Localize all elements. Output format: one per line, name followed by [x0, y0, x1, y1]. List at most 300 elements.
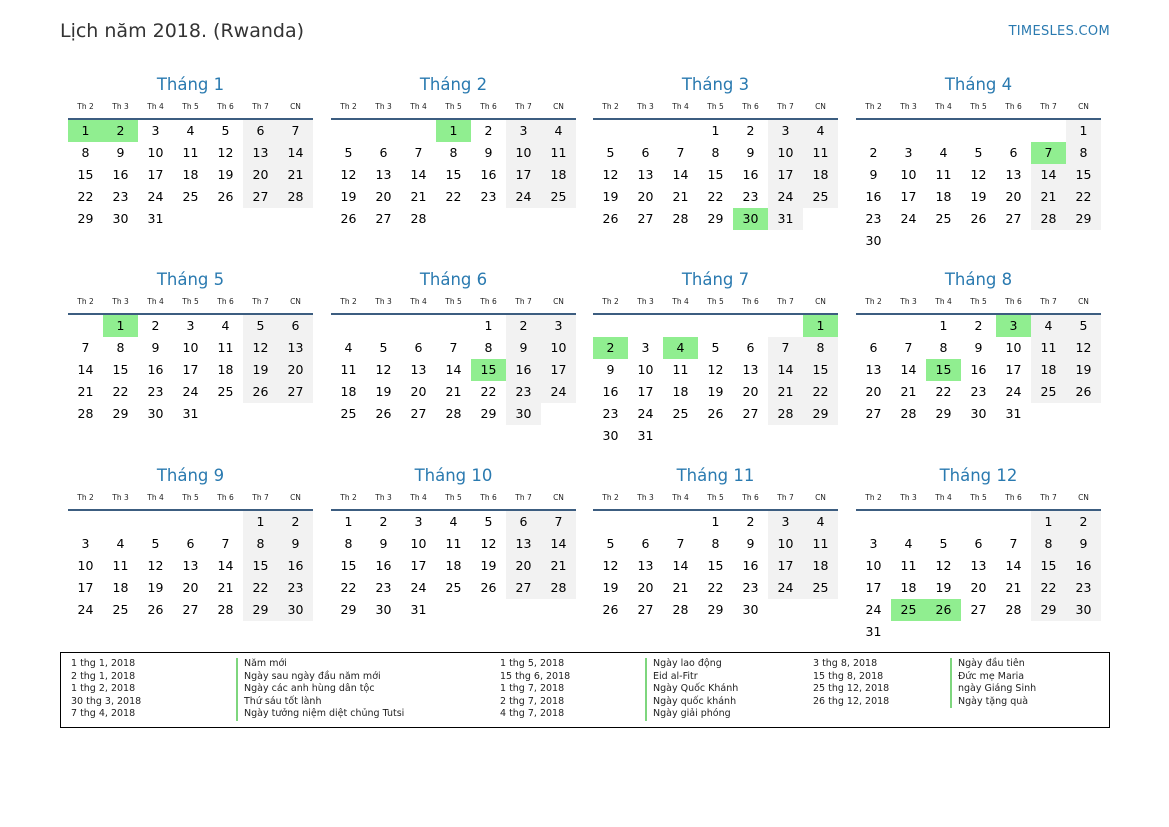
day-cell[interactable]: 8	[449, 145, 458, 160]
day-cell[interactable]: 7	[81, 340, 90, 355]
day-cell[interactable]: 29	[935, 406, 952, 421]
day-cell[interactable]: 21	[278, 164, 313, 186]
day-cell[interactable]: 5	[939, 536, 948, 551]
day-cell[interactable]: 15	[112, 362, 129, 377]
day-cell[interactable]: 21	[1005, 580, 1022, 595]
day-cell[interactable]: 17	[506, 164, 541, 186]
day-cell[interactable]: 28	[672, 602, 689, 617]
day-cell[interactable]: 24	[637, 406, 654, 421]
day-cell[interactable]: 23	[112, 189, 129, 204]
day-cell[interactable]: 18	[1031, 359, 1066, 381]
day-cell[interactable]: 5	[243, 315, 278, 337]
day-cell[interactable]: 1	[711, 514, 720, 529]
day-cell[interactable]: 22	[112, 384, 129, 399]
day-cell[interactable]: 23	[742, 580, 759, 595]
day-cell[interactable]: 2	[379, 514, 388, 529]
day-cell[interactable]: 9	[606, 362, 615, 377]
day-cell[interactable]: 28	[217, 602, 234, 617]
day-cell[interactable]: 8	[803, 337, 838, 359]
day-cell[interactable]: 25	[340, 406, 357, 421]
day-cell[interactable]: 9	[746, 145, 755, 160]
day-cell[interactable]: 20	[865, 384, 882, 399]
day-cell[interactable]: 18	[182, 167, 199, 182]
day-cell[interactable]: 30	[278, 599, 313, 621]
day-cell[interactable]: 14	[1005, 558, 1022, 573]
day-cell[interactable]: 3	[869, 536, 878, 551]
day-cell[interactable]: 3	[81, 536, 90, 551]
day-cell[interactable]: 8	[1031, 533, 1066, 555]
day-cell[interactable]: 28	[1031, 208, 1066, 230]
day-cell[interactable]: 27	[742, 406, 759, 421]
day-cell[interactable]: 13	[243, 142, 278, 164]
day-cell[interactable]: 4	[449, 514, 458, 529]
day-cell[interactable]: 12	[243, 337, 278, 359]
day-cell[interactable]: 8	[81, 145, 90, 160]
day-cell[interactable]: 29	[1031, 599, 1066, 621]
day-cell[interactable]: 27	[637, 211, 654, 226]
holiday-day-cell[interactable]: 3	[996, 315, 1031, 337]
day-cell[interactable]: 16	[375, 558, 392, 573]
day-cell[interactable]: 22	[1031, 577, 1066, 599]
day-cell[interactable]: 11	[182, 145, 199, 160]
day-cell[interactable]: 24	[77, 602, 94, 617]
day-cell[interactable]: 10	[865, 558, 882, 573]
day-cell[interactable]: 21	[768, 381, 803, 403]
day-cell[interactable]: 27	[506, 577, 541, 599]
holiday-day-cell[interactable]: 15	[926, 359, 961, 381]
day-cell[interactable]: 28	[278, 186, 313, 208]
holiday-day-cell[interactable]: 25	[891, 599, 926, 621]
day-cell[interactable]: 27	[243, 186, 278, 208]
day-cell[interactable]: 27	[970, 602, 987, 617]
day-cell[interactable]: 13	[506, 533, 541, 555]
day-cell[interactable]: 22	[707, 189, 724, 204]
day-cell[interactable]: 14	[278, 142, 313, 164]
holiday-day-cell[interactable]: 4	[663, 337, 698, 359]
day-cell[interactable]: 23	[602, 406, 619, 421]
day-cell[interactable]: 31	[637, 428, 654, 443]
day-cell[interactable]: 2	[506, 315, 541, 337]
day-cell[interactable]: 16	[506, 359, 541, 381]
day-cell[interactable]: 22	[243, 577, 278, 599]
day-cell[interactable]: 11	[900, 558, 917, 573]
day-cell[interactable]: 18	[217, 362, 234, 377]
day-cell[interactable]: 4	[116, 536, 125, 551]
day-cell[interactable]: 12	[340, 167, 357, 182]
day-cell[interactable]: 29	[480, 406, 497, 421]
day-cell[interactable]: 4	[541, 120, 576, 142]
day-cell[interactable]: 30	[375, 602, 392, 617]
day-cell[interactable]: 2	[869, 145, 878, 160]
day-cell[interactable]: 8	[484, 340, 493, 355]
day-cell[interactable]: 17	[1005, 362, 1022, 377]
day-cell[interactable]: 8	[711, 145, 720, 160]
day-cell[interactable]: 25	[541, 186, 576, 208]
holiday-day-cell[interactable]: 7	[1031, 142, 1066, 164]
day-cell[interactable]: 14	[217, 558, 234, 573]
day-cell[interactable]: 20	[410, 384, 427, 399]
day-cell[interactable]: 16	[112, 167, 129, 182]
day-cell[interactable]: 7	[414, 145, 423, 160]
day-cell[interactable]: 26	[602, 211, 619, 226]
day-cell[interactable]: 16	[602, 384, 619, 399]
day-cell[interactable]: 7	[1009, 536, 1018, 551]
day-cell[interactable]: 16	[278, 555, 313, 577]
day-cell[interactable]: 9	[974, 340, 983, 355]
day-cell[interactable]: 24	[147, 189, 164, 204]
day-cell[interactable]: 22	[803, 381, 838, 403]
day-cell[interactable]: 21	[541, 555, 576, 577]
day-cell[interactable]: 25	[935, 211, 952, 226]
day-cell[interactable]: 12	[375, 362, 392, 377]
day-cell[interactable]: 26	[602, 602, 619, 617]
day-cell[interactable]: 10	[506, 142, 541, 164]
day-cell[interactable]: 9	[869, 167, 878, 182]
day-cell[interactable]: 20	[637, 580, 654, 595]
day-cell[interactable]: 25	[803, 577, 838, 599]
day-cell[interactable]: 15	[707, 167, 724, 182]
day-cell[interactable]: 21	[672, 580, 689, 595]
day-cell[interactable]: 30	[147, 406, 164, 421]
day-cell[interactable]: 5	[1066, 315, 1101, 337]
day-cell[interactable]: 28	[410, 211, 427, 226]
day-cell[interactable]: 19	[147, 580, 164, 595]
day-cell[interactable]: 31	[182, 406, 199, 421]
day-cell[interactable]: 21	[1031, 186, 1066, 208]
day-cell[interactable]: 29	[1066, 208, 1101, 230]
day-cell[interactable]: 25	[803, 186, 838, 208]
day-cell[interactable]: 13	[278, 337, 313, 359]
day-cell[interactable]: 3	[151, 123, 160, 138]
day-cell[interactable]: 18	[803, 164, 838, 186]
day-cell[interactable]: 12	[217, 145, 234, 160]
day-cell[interactable]: 13	[970, 558, 987, 573]
day-cell[interactable]: 3	[186, 318, 195, 333]
day-cell[interactable]: 4	[939, 145, 948, 160]
day-cell[interactable]: 23	[278, 577, 313, 599]
day-cell[interactable]: 11	[340, 362, 357, 377]
day-cell[interactable]: 8	[344, 536, 353, 551]
day-cell[interactable]: 11	[803, 142, 838, 164]
day-cell[interactable]: 30	[112, 211, 129, 226]
day-cell[interactable]: 23	[375, 580, 392, 595]
day-cell[interactable]: 10	[768, 533, 803, 555]
day-cell[interactable]: 1	[1066, 120, 1101, 142]
day-cell[interactable]: 20	[742, 384, 759, 399]
day-cell[interactable]: 14	[77, 362, 94, 377]
day-cell[interactable]: 31	[147, 211, 164, 226]
day-cell[interactable]: 10	[147, 145, 164, 160]
day-cell[interactable]: 27	[410, 406, 427, 421]
day-cell[interactable]: 13	[637, 167, 654, 182]
site-link[interactable]: TIMESLES.COM	[1008, 24, 1110, 39]
holiday-day-cell[interactable]: 30	[733, 208, 768, 230]
day-cell[interactable]: 20	[278, 359, 313, 381]
day-cell[interactable]: 3	[506, 120, 541, 142]
day-cell[interactable]: 6	[641, 536, 650, 551]
day-cell[interactable]: 29	[112, 406, 129, 421]
day-cell[interactable]: 22	[340, 580, 357, 595]
day-cell[interactable]: 31	[768, 208, 803, 230]
holiday-day-cell[interactable]: 15	[471, 359, 506, 381]
day-cell[interactable]: 18	[340, 384, 357, 399]
day-cell[interactable]: 23	[865, 211, 882, 226]
day-cell[interactable]: 29	[77, 211, 94, 226]
day-cell[interactable]: 22	[707, 580, 724, 595]
day-cell[interactable]: 19	[217, 167, 234, 182]
day-cell[interactable]: 4	[803, 511, 838, 533]
day-cell[interactable]: 18	[935, 189, 952, 204]
day-cell[interactable]: 19	[480, 558, 497, 573]
day-cell[interactable]: 20	[970, 580, 987, 595]
day-cell[interactable]: 24	[410, 580, 427, 595]
day-cell[interactable]: 23	[1066, 577, 1101, 599]
day-cell[interactable]: 13	[637, 558, 654, 573]
day-cell[interactable]: 10	[182, 340, 199, 355]
day-cell[interactable]: 9	[278, 533, 313, 555]
day-cell[interactable]: 17	[637, 384, 654, 399]
day-cell[interactable]: 12	[602, 167, 619, 182]
day-cell[interactable]: 26	[1066, 381, 1101, 403]
day-cell[interactable]: 6	[641, 145, 650, 160]
day-cell[interactable]: 10	[77, 558, 94, 573]
day-cell[interactable]: 17	[768, 164, 803, 186]
day-cell[interactable]: 9	[746, 536, 755, 551]
day-cell[interactable]: 6	[243, 120, 278, 142]
holiday-day-cell[interactable]: 2	[593, 337, 628, 359]
day-cell[interactable]: 6	[278, 315, 313, 337]
day-cell[interactable]: 16	[742, 167, 759, 182]
day-cell[interactable]: 30	[506, 403, 541, 425]
day-cell[interactable]: 15	[1066, 164, 1101, 186]
day-cell[interactable]: 12	[480, 536, 497, 551]
day-cell[interactable]: 13	[1005, 167, 1022, 182]
day-cell[interactable]: 9	[484, 145, 493, 160]
day-cell[interactable]: 6	[1009, 145, 1018, 160]
day-cell[interactable]: 4	[803, 120, 838, 142]
day-cell[interactable]: 17	[182, 362, 199, 377]
day-cell[interactable]: 16	[742, 558, 759, 573]
day-cell[interactable]: 29	[340, 602, 357, 617]
day-cell[interactable]: 7	[676, 536, 685, 551]
day-cell[interactable]: 22	[445, 189, 462, 204]
day-cell[interactable]: 6	[869, 340, 878, 355]
day-cell[interactable]: 26	[147, 602, 164, 617]
day-cell[interactable]: 17	[768, 555, 803, 577]
day-cell[interactable]: 1	[243, 511, 278, 533]
day-cell[interactable]: 17	[865, 580, 882, 595]
day-cell[interactable]: 17	[147, 167, 164, 182]
day-cell[interactable]: 2	[746, 514, 755, 529]
day-cell[interactable]: 15	[243, 555, 278, 577]
day-cell[interactable]: 1	[344, 514, 353, 529]
holiday-day-cell[interactable]: 1	[803, 315, 838, 337]
day-cell[interactable]: 24	[768, 186, 803, 208]
day-cell[interactable]: 24	[1005, 384, 1022, 399]
day-cell[interactable]: 1	[711, 123, 720, 138]
day-cell[interactable]: 16	[147, 362, 164, 377]
day-cell[interactable]: 12	[935, 558, 952, 573]
day-cell[interactable]: 12	[1066, 337, 1101, 359]
day-cell[interactable]: 14	[445, 362, 462, 377]
holiday-day-cell[interactable]: 26	[926, 599, 961, 621]
day-cell[interactable]: 21	[410, 189, 427, 204]
day-cell[interactable]: 2	[746, 123, 755, 138]
day-cell[interactable]: 6	[974, 536, 983, 551]
day-cell[interactable]: 30	[1066, 599, 1101, 621]
day-cell[interactable]: 10	[410, 536, 427, 551]
day-cell[interactable]: 9	[506, 337, 541, 359]
day-cell[interactable]: 14	[1031, 164, 1066, 186]
day-cell[interactable]: 19	[707, 384, 724, 399]
day-cell[interactable]: 21	[77, 384, 94, 399]
day-cell[interactable]: 29	[707, 211, 724, 226]
day-cell[interactable]: 8	[711, 536, 720, 551]
day-cell[interactable]: 9	[151, 340, 160, 355]
day-cell[interactable]: 5	[379, 340, 388, 355]
day-cell[interactable]: 2	[974, 318, 983, 333]
day-cell[interactable]: 11	[1031, 337, 1066, 359]
day-cell[interactable]: 28	[1005, 602, 1022, 617]
holiday-day-cell[interactable]: 1	[103, 315, 138, 337]
day-cell[interactable]: 9	[1066, 533, 1101, 555]
day-cell[interactable]: 15	[77, 167, 94, 182]
day-cell[interactable]: 15	[1031, 555, 1066, 577]
day-cell[interactable]: 5	[221, 123, 230, 138]
day-cell[interactable]: 23	[147, 384, 164, 399]
day-cell[interactable]: 29	[803, 403, 838, 425]
day-cell[interactable]: 30	[602, 428, 619, 443]
day-cell[interactable]: 5	[711, 340, 720, 355]
day-cell[interactable]: 27	[375, 211, 392, 226]
day-cell[interactable]: 17	[541, 359, 576, 381]
day-cell[interactable]: 31	[865, 624, 882, 639]
day-cell[interactable]: 20	[375, 189, 392, 204]
day-cell[interactable]: 15	[340, 558, 357, 573]
day-cell[interactable]: 28	[77, 406, 94, 421]
day-cell[interactable]: 11	[217, 340, 234, 355]
day-cell[interactable]: 7	[676, 145, 685, 160]
holiday-day-cell[interactable]: 1	[68, 120, 103, 142]
day-cell[interactable]: 5	[606, 536, 615, 551]
day-cell[interactable]: 12	[147, 558, 164, 573]
day-cell[interactable]: 25	[1031, 381, 1066, 403]
holiday-day-cell[interactable]: 2	[103, 120, 138, 142]
day-cell[interactable]: 11	[445, 536, 462, 551]
day-cell[interactable]: 26	[375, 406, 392, 421]
day-cell[interactable]: 24	[541, 381, 576, 403]
day-cell[interactable]: 8	[1066, 142, 1101, 164]
day-cell[interactable]: 4	[344, 340, 353, 355]
day-cell[interactable]: 14	[672, 167, 689, 182]
day-cell[interactable]: 27	[1005, 211, 1022, 226]
day-cell[interactable]: 26	[217, 189, 234, 204]
day-cell[interactable]: 25	[445, 580, 462, 595]
day-cell[interactable]: 7	[278, 120, 313, 142]
day-cell[interactable]: 29	[707, 602, 724, 617]
day-cell[interactable]: 24	[865, 602, 882, 617]
day-cell[interactable]: 22	[77, 189, 94, 204]
day-cell[interactable]: 21	[900, 384, 917, 399]
day-cell[interactable]: 6	[379, 145, 388, 160]
day-cell[interactable]: 12	[707, 362, 724, 377]
day-cell[interactable]: 24	[900, 211, 917, 226]
day-cell[interactable]: 1	[1031, 511, 1066, 533]
day-cell[interactable]: 17	[900, 189, 917, 204]
day-cell[interactable]: 5	[151, 536, 160, 551]
day-cell[interactable]: 7	[449, 340, 458, 355]
day-cell[interactable]: 3	[904, 145, 913, 160]
day-cell[interactable]: 19	[243, 359, 278, 381]
day-cell[interactable]: 6	[746, 340, 755, 355]
day-cell[interactable]: 16	[480, 167, 497, 182]
day-cell[interactable]: 1	[939, 318, 948, 333]
day-cell[interactable]: 31	[1005, 406, 1022, 421]
day-cell[interactable]: 20	[637, 189, 654, 204]
day-cell[interactable]: 12	[602, 558, 619, 573]
day-cell[interactable]: 2	[151, 318, 160, 333]
day-cell[interactable]: 10	[1005, 340, 1022, 355]
day-cell[interactable]: 13	[375, 167, 392, 182]
day-cell[interactable]: 11	[803, 533, 838, 555]
day-cell[interactable]: 18	[672, 384, 689, 399]
day-cell[interactable]: 27	[865, 406, 882, 421]
day-cell[interactable]: 1	[484, 318, 493, 333]
day-cell[interactable]: 16	[970, 362, 987, 377]
day-cell[interactable]: 23	[970, 384, 987, 399]
day-cell[interactable]: 9	[379, 536, 388, 551]
day-cell[interactable]: 19	[340, 189, 357, 204]
day-cell[interactable]: 7	[904, 340, 913, 355]
day-cell[interactable]: 7	[221, 536, 230, 551]
day-cell[interactable]: 30	[865, 233, 882, 248]
day-cell[interactable]: 11	[935, 167, 952, 182]
day-cell[interactable]: 19	[602, 580, 619, 595]
day-cell[interactable]: 21	[672, 189, 689, 204]
day-cell[interactable]: 26	[243, 381, 278, 403]
day-cell[interactable]: 13	[742, 362, 759, 377]
day-cell[interactable]: 6	[506, 511, 541, 533]
day-cell[interactable]: 18	[900, 580, 917, 595]
day-cell[interactable]: 18	[803, 555, 838, 577]
day-cell[interactable]: 19	[970, 189, 987, 204]
day-cell[interactable]: 17	[410, 558, 427, 573]
day-cell[interactable]: 22	[935, 384, 952, 399]
day-cell[interactable]: 6	[186, 536, 195, 551]
day-cell[interactable]: 24	[506, 186, 541, 208]
day-cell[interactable]: 18	[541, 164, 576, 186]
day-cell[interactable]: 2	[484, 123, 493, 138]
day-cell[interactable]: 2	[278, 511, 313, 533]
day-cell[interactable]: 28	[445, 406, 462, 421]
day-cell[interactable]: 30	[742, 602, 759, 617]
day-cell[interactable]: 11	[672, 362, 689, 377]
day-cell[interactable]: 26	[707, 406, 724, 421]
day-cell[interactable]: 10	[900, 167, 917, 182]
day-cell[interactable]: 13	[865, 362, 882, 377]
day-cell[interactable]: 13	[410, 362, 427, 377]
day-cell[interactable]: 19	[602, 189, 619, 204]
day-cell[interactable]: 14	[900, 362, 917, 377]
day-cell[interactable]: 21	[217, 580, 234, 595]
day-cell[interactable]: 16	[1066, 555, 1101, 577]
day-cell[interactable]: 23	[506, 381, 541, 403]
day-cell[interactable]: 11	[112, 558, 129, 573]
day-cell[interactable]: 7	[541, 511, 576, 533]
day-cell[interactable]: 15	[707, 558, 724, 573]
holiday-day-cell[interactable]: 1	[436, 120, 471, 142]
day-cell[interactable]: 3	[641, 340, 650, 355]
